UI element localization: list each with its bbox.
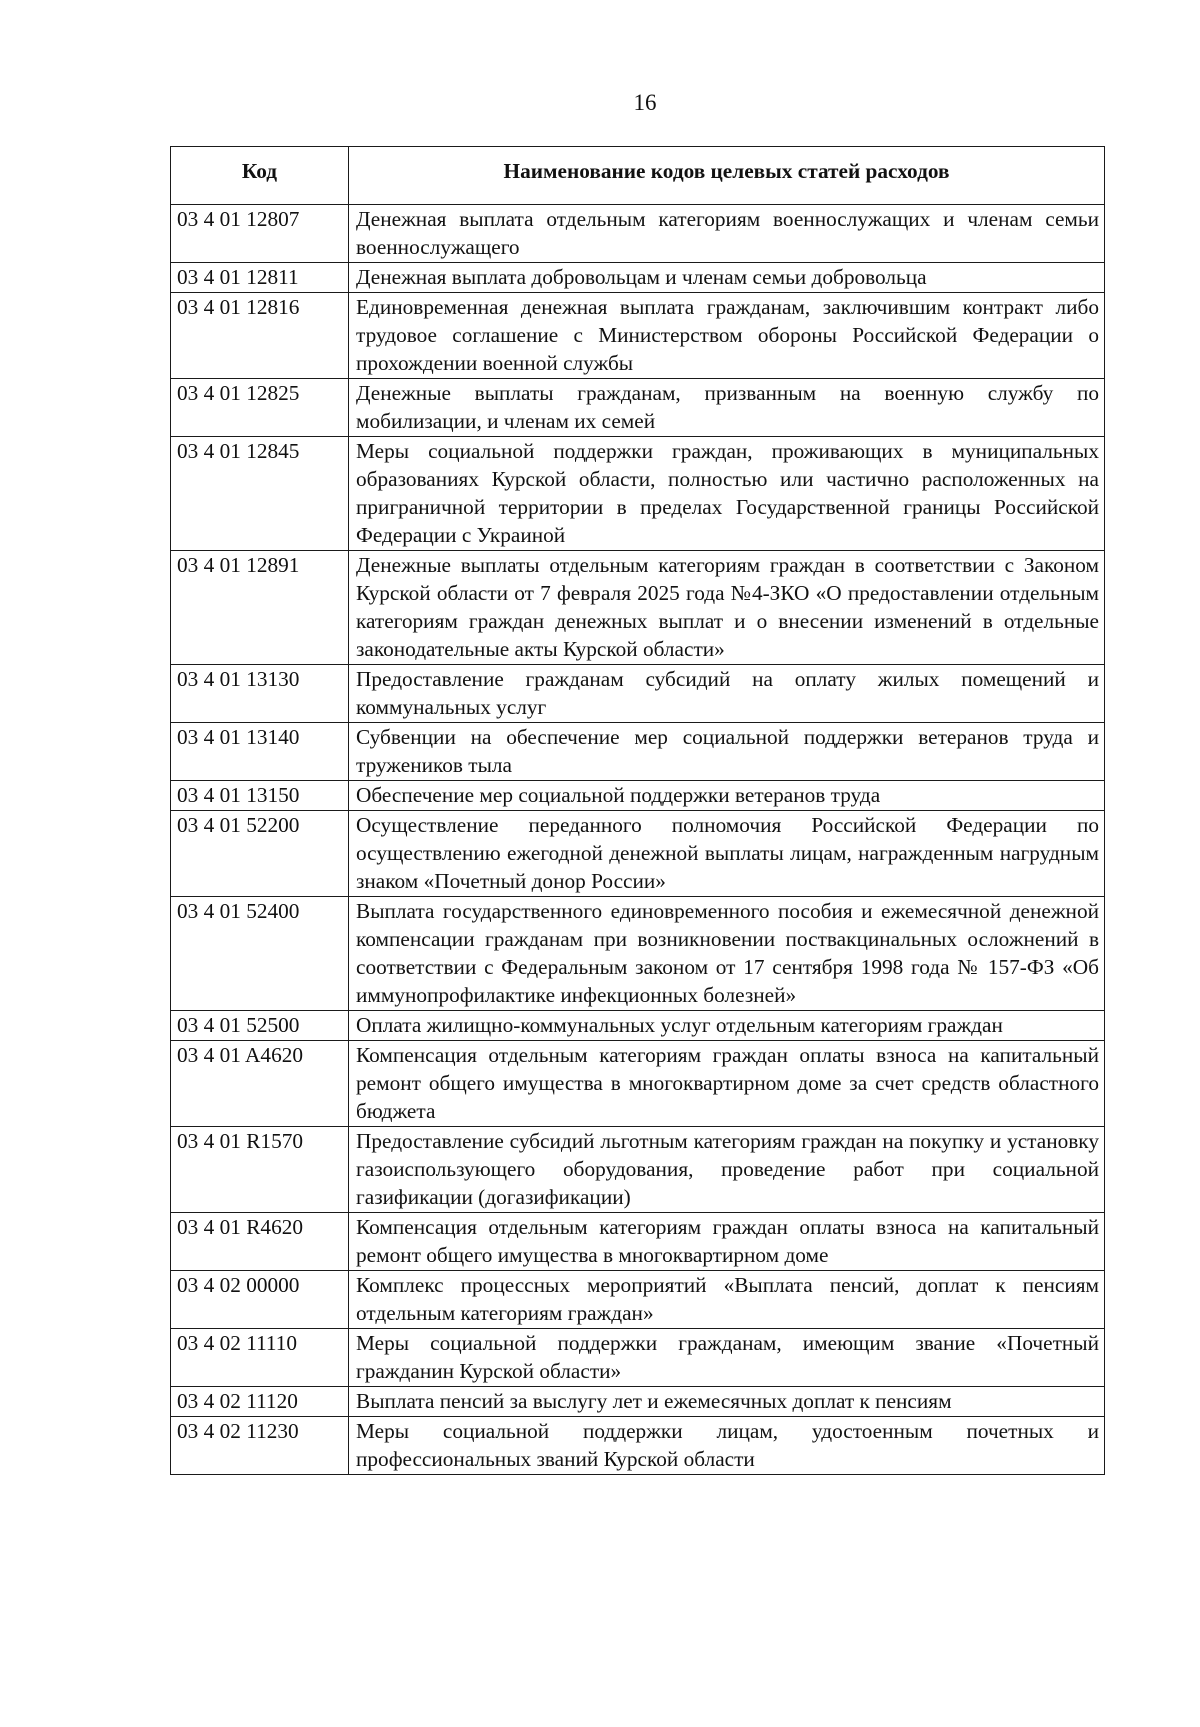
table-row [171, 723, 1105, 781]
row-name: Предоставление субсидий льготным категориям граждан на покупку и установку газоиспользующего оборудования, проведение работ при социальной газификации (догазификации) [349, 1127, 1105, 1213]
table-row [171, 379, 1105, 437]
row-code: 03 4 01 52200 [171, 811, 349, 897]
table-row [171, 1329, 1105, 1387]
row-code: 03 4 01 12816 [171, 293, 349, 379]
row-name: Денежные выплаты отдельным категориям граждан в соответствии с Законом Курской области от 7 февраля 2025 года №4-ЗКО «О предоставлении отдельным категориям граждан денежных выплат и о внесении изменений в отдельные законодательные акты Курской области» [349, 551, 1105, 665]
row-name: Денежные выплаты гражданам, призванным на военную службу по мобилизации, и членам их семей [349, 379, 1105, 437]
row-code: 03 4 01 R1570 [171, 1127, 349, 1213]
table-row [171, 811, 1105, 897]
row-name: Денежная выплата отдельным категориям военнослужащих и членам семьи военнослужащего [349, 205, 1105, 263]
row-name: Меры социальной поддержки граждан, проживающих в муниципальных образованиях Курской области, полностью или частично расположенных на приграничной территории в пределах Государственной границы Российской Федерации с Украиной [349, 437, 1105, 551]
row-code: 03 4 02 11120 [171, 1387, 349, 1417]
row-code: 03 4 01 13140 [171, 723, 349, 781]
budget-codes-table [170, 146, 1105, 1475]
row-code: 03 4 01 12825 [171, 379, 349, 437]
table-row [171, 1417, 1105, 1475]
page-number: 16 [633, 90, 657, 115]
row-code: 03 4 01 12891 [171, 551, 349, 665]
table-row [171, 897, 1105, 1011]
row-code: 03 4 01 13130 [171, 665, 349, 723]
table-row [171, 437, 1105, 551]
row-code: 03 4 02 11110 [171, 1329, 349, 1387]
table-row [171, 1271, 1105, 1329]
table-row [171, 1213, 1105, 1271]
row-name: Денежная выплата добровольцам и членам семьи добровольца [349, 263, 1105, 293]
row-name: Меры социальной поддержки гражданам, имеющим звание «Почетный гражданин Курской области» [349, 1329, 1105, 1387]
header-name: Наименование кодов целевых статей расходов [349, 147, 1105, 205]
row-code: 03 4 01 52500 [171, 1011, 349, 1041]
row-code: 03 4 01 A4620 [171, 1041, 349, 1127]
row-name: Комплекс процессных мероприятий «Выплата пенсий, доплат к пенсиям отдельным категориям граждан» [349, 1271, 1105, 1329]
row-name: Компенсация отдельным категориям граждан оплаты взноса на капитальный ремонт общего имущества в многоквартирном доме [349, 1213, 1105, 1271]
row-code: 03 4 01 13150 [171, 781, 349, 811]
row-code: 03 4 01 12845 [171, 437, 349, 551]
table-row [171, 1011, 1105, 1041]
table-row [171, 1041, 1105, 1127]
row-name: Компенсация отдельным категориям граждан оплаты взноса на капитальный ремонт общего имущества в многоквартирном доме за счет средств областного бюджета [349, 1041, 1105, 1127]
table-row [171, 1127, 1105, 1213]
row-name: Оплата жилищно-коммунальных услуг отдельным категориям граждан [349, 1011, 1105, 1041]
row-code: 03 4 01 12811 [171, 263, 349, 293]
table-row [171, 205, 1105, 263]
table-row [171, 781, 1105, 811]
table-row [171, 263, 1105, 293]
table-row [171, 665, 1105, 723]
row-name: Меры социальной поддержки лицам, удостоенным почетных и профессиональных званий Курской области [349, 1417, 1105, 1475]
row-name: Выплата государственного единовременного пособия и ежемесячной денежной компенсации гражданам при возникновении поствакцинальных осложнений в соответствии с Федеральным законом от 17 сентября 1998 года № 157-ФЗ «Об иммунопрофилактике инфекционных болезней» [349, 897, 1105, 1011]
row-name: Осуществление переданного полномочия Российской Федерации по осуществлению ежегодной денежной выплаты лицам, награжденным нагрудным знаком «Почетный донор России» [349, 811, 1105, 897]
row-code: 03 4 02 11230 [171, 1417, 349, 1475]
row-name: Выплата пенсий за выслугу лет и ежемесячных доплат к пенсиям [349, 1387, 1105, 1417]
header-code: Код [171, 147, 349, 205]
table-row [171, 1387, 1105, 1417]
row-code: 03 4 01 52400 [171, 897, 349, 1011]
row-code: 03 4 02 00000 [171, 1271, 349, 1329]
row-name: Единовременная денежная выплата гражданам, заключившим контракт либо трудовое соглашение с Министерством обороны Российской Федерации о прохождении военной службы [349, 293, 1105, 379]
table-header-row [171, 147, 1105, 205]
table-row [171, 551, 1105, 665]
row-name: Предоставление гражданам субсидий на оплату жилых помещений и коммунальных услуг [349, 665, 1105, 723]
table-row [171, 293, 1105, 379]
row-code: 03 4 01 R4620 [171, 1213, 349, 1271]
row-name: Субвенции на обеспечение мер социальной поддержки ветеранов труда и тружеников тыла [349, 723, 1105, 781]
row-name: Обеспечение мер социальной поддержки ветеранов труда [349, 781, 1105, 811]
row-code: 03 4 01 12807 [171, 205, 349, 263]
